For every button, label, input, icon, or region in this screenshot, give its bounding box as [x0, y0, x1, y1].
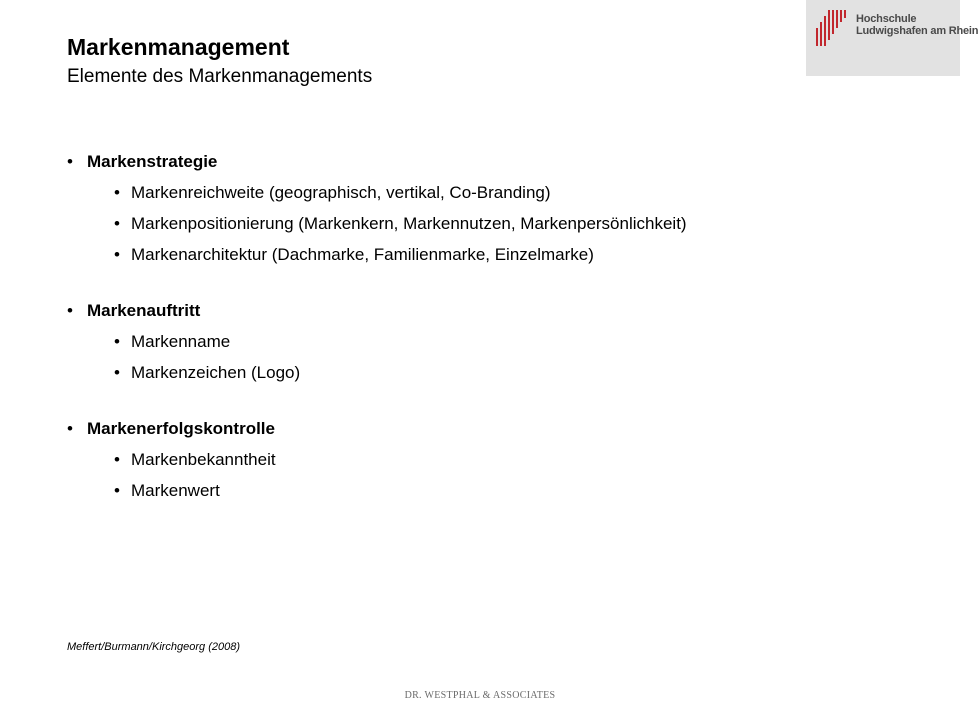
bullet-icon: •	[114, 363, 120, 382]
list-item	[67, 360, 927, 386]
sub-list	[67, 180, 927, 268]
section-heading: Markenerfolgskontrolle	[87, 419, 275, 438]
list-item-text: Markenarchitektur (Dachmarke, Familienmarke, Einzelmarke)	[131, 245, 594, 264]
bullet-icon: •	[114, 332, 120, 351]
bullet-list	[67, 149, 927, 534]
section-markenauftritt	[67, 298, 927, 386]
bullet-icon: •	[67, 419, 73, 438]
list-item-text: Markenbekanntheit	[131, 450, 276, 469]
bullet-icon: •	[114, 214, 120, 233]
section-heading: Markenauftritt	[87, 301, 201, 320]
list-item	[67, 478, 927, 504]
bullet-icon: •	[114, 481, 120, 500]
list-item	[67, 329, 927, 355]
list-item-text: Markenreichweite (geographisch, vertikal, Co-Branding)	[131, 183, 551, 202]
bullet-icon: •	[114, 450, 120, 469]
logo-text	[856, 13, 978, 37]
list-item	[67, 180, 927, 206]
bullet-icon: •	[67, 152, 73, 171]
list-item	[67, 242, 927, 268]
page-title: Markenmanagement	[67, 34, 290, 60]
bullet-icon: •	[114, 245, 120, 264]
list-item-text: Markenwert	[131, 481, 220, 500]
section-markenstrategie	[67, 149, 927, 268]
logo-line-1: Hochschule	[856, 13, 917, 25]
section-markenerfolgskontrolle	[67, 416, 927, 504]
sub-list	[67, 447, 927, 504]
footer-text: DR. WESTPHAL & ASSOCIATES	[404, 690, 556, 701]
logo-line-2: Ludwigshafen am Rhein	[856, 25, 978, 37]
sub-list	[67, 329, 927, 386]
list-item	[67, 447, 927, 473]
bullet-icon: •	[67, 301, 73, 320]
hochschule-stripes-logo-icon	[814, 6, 854, 50]
university-logo	[806, 0, 978, 76]
bullet-icon: •	[114, 183, 120, 202]
page-subtitle: Elemente des Markenmanagements	[67, 66, 373, 87]
list-item-text: Markenzeichen (Logo)	[131, 363, 301, 382]
list-item-text: Markenname	[131, 332, 231, 351]
list-item-text: Markenpositionierung (Markenkern, Markennutzen, Markenpersönlichkeit)	[131, 214, 687, 233]
source-citation: Meffert/Burmann/Kirchgeorg (2008)	[67, 641, 241, 653]
list-item	[67, 211, 927, 237]
section-heading: Markenstrategie	[87, 152, 218, 171]
